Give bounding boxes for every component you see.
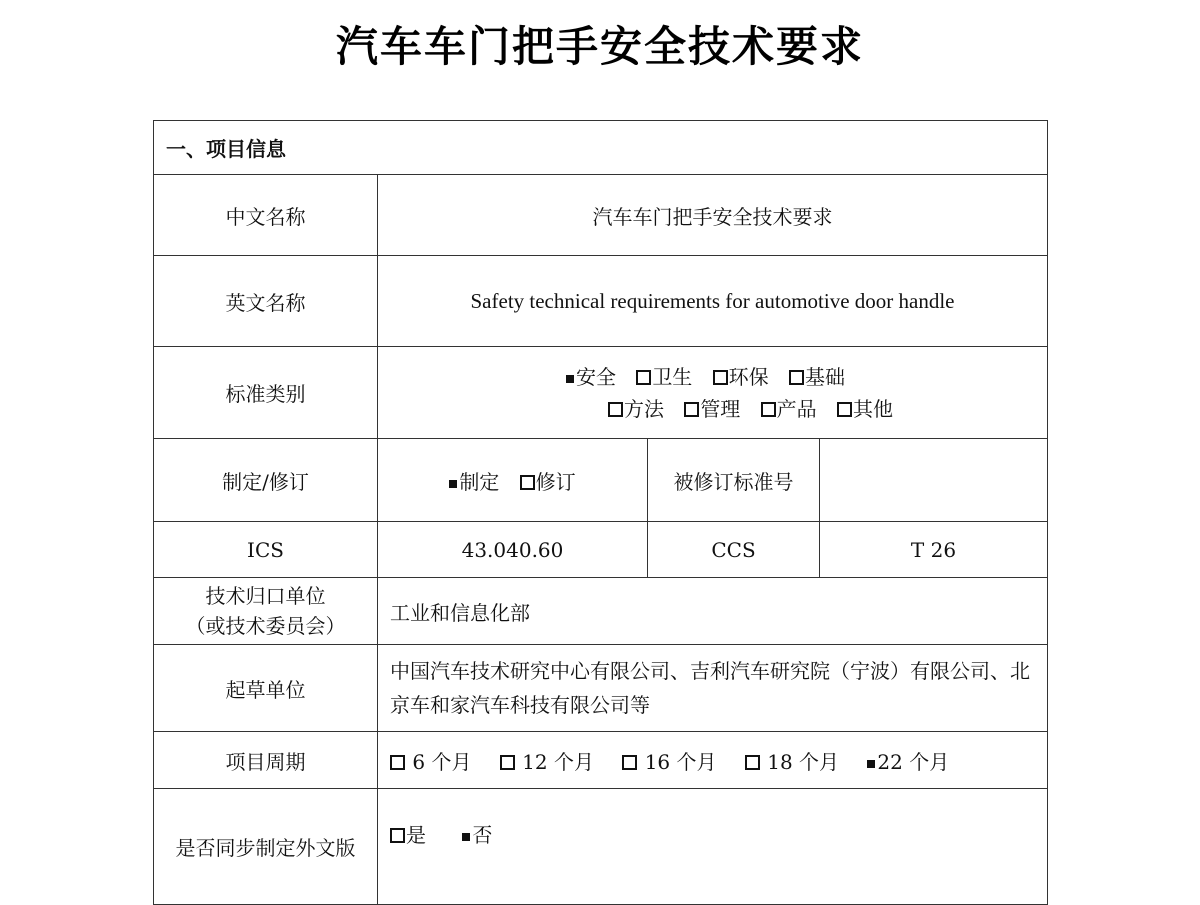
cn-name-label: 中文名称 bbox=[154, 175, 378, 256]
category-option[interactable]: 安全 bbox=[566, 361, 616, 393]
category-option[interactable]: 环保 bbox=[713, 361, 769, 393]
checkbox-empty-icon bbox=[390, 755, 405, 770]
sync-option[interactable]: 是 bbox=[390, 819, 426, 848]
category-line-1 bbox=[388, 361, 1037, 393]
revision-option[interactable]: 制定 bbox=[449, 466, 499, 495]
checkbox-empty-icon bbox=[684, 402, 699, 417]
category-option[interactable]: 卫生 bbox=[636, 361, 692, 393]
ccs-value: T 26 bbox=[820, 522, 1048, 578]
tech-unit-label-line1: 技术归口单位 bbox=[205, 584, 326, 608]
revision-options bbox=[378, 439, 648, 522]
category-options bbox=[378, 347, 1048, 439]
checkbox-empty-icon bbox=[608, 402, 623, 417]
period-option[interactable]: 18 个月 bbox=[745, 746, 839, 775]
tech-unit-value: 工业和信息化部 bbox=[378, 578, 1048, 645]
category-option[interactable]: 其他 bbox=[837, 393, 893, 425]
checkbox-checked-icon bbox=[566, 375, 574, 383]
checkbox-empty-icon bbox=[500, 755, 515, 770]
row-period bbox=[154, 732, 1048, 789]
category-option[interactable]: 方法 bbox=[608, 393, 664, 425]
checkbox-empty-icon bbox=[761, 402, 776, 417]
checkbox-empty-icon bbox=[636, 370, 651, 385]
category-option[interactable]: 基础 bbox=[789, 361, 845, 393]
drafter-label: 起草单位 bbox=[154, 645, 378, 732]
drafter-value: 中国汽车技术研究中心有限公司、吉利汽车研究院（宁波）有限公司、北京车和家汽车科技有限公司等 bbox=[378, 645, 1048, 732]
checkbox-checked-icon bbox=[867, 760, 875, 768]
revised-standard-value bbox=[820, 439, 1048, 522]
ccs-label: CCS bbox=[648, 522, 820, 578]
en-name-value: Safety technical requirements for automotive door handle bbox=[378, 256, 1048, 347]
ics-label: ICS bbox=[154, 522, 378, 578]
category-label: 标准类别 bbox=[154, 347, 378, 439]
checkbox-empty-icon bbox=[390, 828, 405, 843]
sync-options bbox=[378, 789, 1048, 905]
section-header-row bbox=[154, 121, 1048, 175]
row-revision bbox=[154, 439, 1048, 522]
period-label: 项目周期 bbox=[154, 732, 378, 789]
revision-option[interactable]: 修订 bbox=[520, 466, 576, 495]
checkbox-empty-icon bbox=[837, 402, 852, 417]
period-option[interactable]: 12 个月 bbox=[500, 746, 594, 775]
sync-option[interactable]: 否 bbox=[462, 819, 492, 848]
row-en-name bbox=[154, 256, 1048, 347]
checkbox-checked-icon bbox=[462, 833, 470, 841]
row-drafter bbox=[154, 645, 1048, 732]
revision-label: 制定/修订 bbox=[154, 439, 378, 522]
period-option[interactable]: 22 个月 bbox=[867, 746, 949, 775]
section-title: 一、项目信息 bbox=[154, 121, 1048, 175]
checkbox-empty-icon bbox=[622, 755, 637, 770]
tech-unit-label bbox=[154, 578, 378, 645]
row-category bbox=[154, 347, 1048, 439]
period-option[interactable]: 16 个月 bbox=[622, 746, 716, 775]
checkbox-empty-icon bbox=[789, 370, 804, 385]
en-name-label: 英文名称 bbox=[154, 256, 378, 347]
project-info-table bbox=[153, 120, 1048, 905]
checkbox-checked-icon bbox=[449, 480, 457, 488]
document-title: 汽车车门把手安全技术要求 bbox=[335, 22, 864, 71]
period-options bbox=[378, 732, 1048, 789]
row-ics bbox=[154, 522, 1048, 578]
period-option[interactable]: 6 个月 bbox=[390, 746, 471, 775]
tech-unit-label-line2: （或技术委员会） bbox=[185, 614, 346, 638]
sync-label: 是否同步制定外文版 bbox=[154, 789, 378, 905]
checkbox-empty-icon bbox=[520, 475, 535, 490]
revised-standard-label: 被修订标准号 bbox=[648, 439, 820, 522]
ics-value: 43.040.60 bbox=[378, 522, 648, 578]
category-option[interactable]: 产品 bbox=[761, 393, 817, 425]
checkbox-empty-icon bbox=[713, 370, 728, 385]
checkbox-empty-icon bbox=[745, 755, 760, 770]
row-tech-unit bbox=[154, 578, 1048, 645]
cn-name-value: 汽车车门把手安全技术要求 bbox=[378, 175, 1048, 256]
row-sync bbox=[154, 789, 1048, 905]
category-line-2 bbox=[388, 393, 1037, 425]
row-cn-name bbox=[154, 175, 1048, 256]
category-option[interactable]: 管理 bbox=[684, 393, 740, 425]
